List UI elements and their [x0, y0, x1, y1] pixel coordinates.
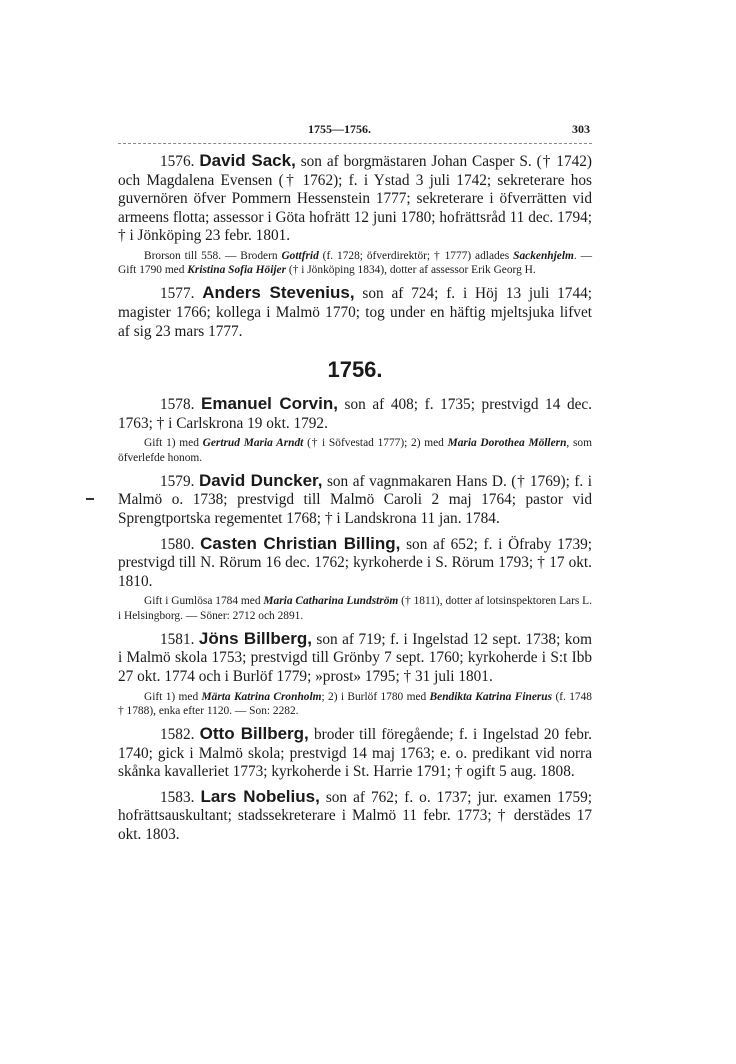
- entry-name: Casten Christian Billing,: [200, 533, 401, 553]
- entry-1576: [118, 152, 592, 246]
- page-body: [118, 152, 592, 844]
- entry-note: Brorson till 558. — Brodern Gottfrid (f. 1728; öfverdirektör; † 1777) adlades Sackenhjelm. — Gift 1790 med Kristina Sofia Höijer († i Jönköping 1834), dotter af assessor Erik Georg H.: [118, 249, 592, 277]
- entry-number: 1577.: [160, 285, 195, 303]
- entry-note: Gift 1) med Gertrud Maria Arndt († i Söfvestad 1777); 2) med Maria Dorothea Möllern, som öfverlefde honom.: [118, 437, 592, 464]
- entry-number: 1579.: [160, 472, 195, 490]
- header-rule: [118, 143, 592, 144]
- entry-name: Jöns Billberg,: [198, 628, 312, 648]
- entry-1582: [118, 725, 592, 782]
- entry-text: son af borgmästaren Johan Casper S. († 1742) och Magdalena Evensen († 1762); f. i Ystad 3 juli 1742; sekreterare hos guvernören öfver Pommern Hessenstein 1777; sekreterare i öfverrätten vid armeens flotta; assessor i Göta hofrätt 12 juni 1780; hofrättsråd 11 dec. 1794; † i Jönköping 23 febr. 1801.: [118, 153, 592, 245]
- entry-name: David Sack,: [199, 151, 296, 170]
- entry-text: son af 652; f. i Öfraby 1739; prestvigd till N. Rörum 16 dec. 1762; kyrkoherde i S. Rörum 1793; † 17 okt. 1810.: [118, 535, 593, 590]
- entry-name: Otto Billberg,: [199, 723, 309, 743]
- entry-name: Emanuel Corvin,: [201, 394, 338, 414]
- entry-number: 1583.: [160, 788, 195, 806]
- entry-note: Gift 1) med Märta Katrina Cronholm; 2) i Burlöf 1780 med Bendikta Katrina Finerus (f. 1748 † 1788), enka efter 1120. — Son: 2282.: [118, 690, 593, 717]
- entry-number: 1578.: [160, 396, 195, 414]
- entry-1583: [118, 788, 592, 845]
- entry-text: son af vagnmakaren Hans D. († 1769); f. i Malmö o. 1738; prestvigd till Malmö Caroli 2 maj 1764; pastor vid Sprengtportska regementet 1768; † i Landskrona 11 jan. 1784.: [118, 472, 593, 527]
- entry-text: son af 762; f. o. 1737; jur. examen 1759; hofrättsauskultant; stadssekreterare i Malmö 11 febr. 1773; † derstädes 17 okt. 1803.: [118, 788, 592, 843]
- entry-number: 1576.: [160, 153, 195, 170]
- entry-1578: [118, 395, 592, 433]
- entry-number: 1582.: [160, 725, 195, 743]
- entry-note: Gift i Gumlösa 1784 med Maria Catharina Lundström († 1811), dotter af lotsinspektoren Lars L. i Helsingborg. — Söner: 2712 och 2891.: [118, 595, 592, 622]
- entry-number: 1580.: [160, 535, 195, 553]
- year-heading: 1756.: [327, 357, 383, 383]
- margin-mark: [86, 498, 94, 500]
- entry-text: son af 719; f. i Ingelstad 12 sept. 1738; kom i Malmö skola 1753; prestvigd till Grönby 7 sept. 1760; kyrkoherde i S:t Ibb 27 okt. 1774 och i Burlöf 1779; »prost» 1795; † 31 juli 1801.: [118, 630, 592, 685]
- entry-text: son af 408; f. 1735; prestvigd 14 dec. 1763; † i Carlskrona 19 okt. 1792.: [118, 396, 592, 432]
- running-header: [118, 122, 592, 140]
- entry-text: son af 724; f. i Höj 13 juli 1744; magister 1766; kollega i Malmö 1770; tog under en häftig mjeltsjuka lifvet af sig 23 mars 1777.: [118, 285, 592, 340]
- header-year-range: 1755—1756.: [308, 122, 371, 136]
- entry-text: broder till föregående; f. i Ingelstad 20 febr. 1740; gick i Malmö skola; prestvigd 14 maj 1763; e. o. predikant vid norra skånka kavalleriet 1773; kyrkoherde i St. Harrie 1791; † ogift 5 aug. 1808.: [118, 725, 592, 781]
- entry-number: 1581.: [160, 630, 195, 648]
- entry-name: Lars Nobelius,: [200, 786, 320, 806]
- entry-name: David Duncker,: [198, 470, 323, 490]
- entry-1580: [118, 535, 592, 592]
- entry-1579: [118, 472, 592, 529]
- page-number: 303: [572, 122, 590, 136]
- entry-1581: [118, 630, 592, 687]
- entry-1577: [118, 284, 592, 341]
- entry-name: Anders Stevenius,: [202, 283, 355, 303]
